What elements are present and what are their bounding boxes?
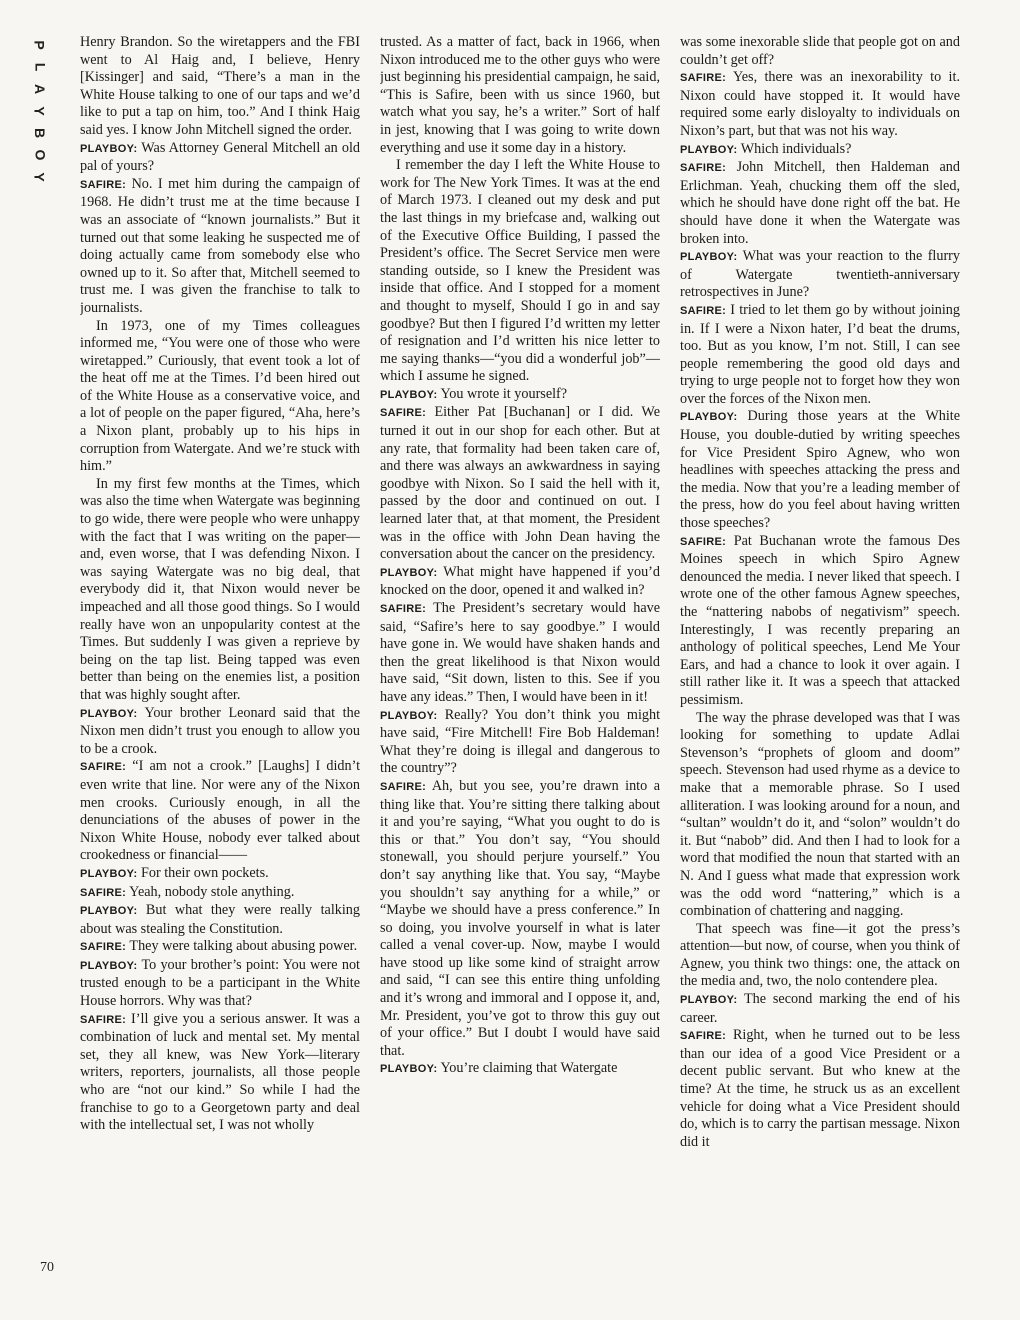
paragraph-text: Ah, but you see, you’re drawn into a thing like that. You’re sitting there talking about it and you’re saying, “What you ought to do is this or that.” You don’t say, “You should stonewall, you should perjure yourself.” You don’t say anything like that. You say, “Maybe you shouldn’t say anything for a while,” or “Maybe we should have a press conference.” In so doing, you involve yourself in what is later called a venal cover-up. Now, maybe I would have stood up like some kind of straight arrow and said, “I can see this entire thing unfolding and it’s wrong and immoral and I oppose it, and, Mr. President, you’ve got to throw this guy out of your office.” But I doubt I would have said that. xyxy=(380,777,660,1059)
speaker-label: PLAYBOY: xyxy=(80,959,138,972)
paragraph-text: Was Attorney General Mitchell an old pal of yours? xyxy=(80,139,360,175)
paragraph-text: The President’s secretary would have said, “Safire’s here to say goodbye.” I would have gone in. We would have shaken hands and then the great likelihood is that Nixon would have said, “Sit down, listen to this. See if you have any ideas.” Then, I would have been in it! xyxy=(380,600,660,705)
article-paragraph xyxy=(380,778,660,1061)
article-paragraph xyxy=(80,176,360,318)
paragraph-text: Right, when he turned out to be less than our idea of a good Vice President or a decent public servant. But who knew at the time? At the time, he struck us as an excellent vehicle for doing what a Vice President should do, which is to carry the partisan message. Nixon did it xyxy=(680,1027,960,1150)
speaker-label: SAFIRE: xyxy=(80,1013,127,1026)
speaker-label: PLAYBOY: xyxy=(680,411,738,424)
paragraph-text: You’re claiming that Watergate xyxy=(440,1060,618,1077)
side-label-letter: Y xyxy=(32,106,48,116)
paragraph-text: Yeah, nobody stole anything. xyxy=(129,883,295,900)
article-paragraph xyxy=(80,902,360,938)
article-paragraph xyxy=(80,34,360,140)
paragraph-text: What was your reaction to the flurry of Watergate twentieth-anniversary retrospectives in June? xyxy=(680,248,960,301)
column-3 xyxy=(680,34,960,1274)
article-paragraph xyxy=(680,302,960,409)
paragraph-text: Either Pat [Buchanan] or I did. We turned it out in our shop for each other. But at any rate, that formality had been taken care of, and there was always an awkwardness in saying goodbye with Nixon. So I said the hell with it, passed by the door and continued on out. I learned later that, at that moment, the President was in the office with John Dean having the conversation about the cancer on the presidency. xyxy=(380,404,660,563)
speaker-label: PLAYBOY: xyxy=(380,388,438,401)
paragraph-text: To your brother’s point: You were not trusted enough to be a participant in the White House horrors. Why was that? xyxy=(80,956,360,1010)
article-paragraph xyxy=(680,141,960,160)
article-paragraph xyxy=(80,938,360,957)
side-label-letter: O xyxy=(31,149,48,161)
side-label-letter: Y xyxy=(32,172,48,182)
speaker-label: SAFIRE: xyxy=(80,886,127,899)
paragraph-text: Pat Buchanan wrote the famous Des Moines speech in which Spiro Agnew denounced the media. I never liked that speech. I wrote one of the other famous Agnew speeches, the “nattering nabobs of negativism” speech. Interestingly, I was recently preparing an anthology of political speeches, Lend Me Your Ears, and had a chance to look it over again. I still rather like it. It was a speech that attacked pessimism. xyxy=(680,532,960,708)
paragraph-text: That speech was fine—it got the press’s attention—but now, of course, when you think of Agnew, you think two things: one, the attack on the media and, two, the nolo contendere plea. xyxy=(680,920,960,990)
article-paragraph xyxy=(80,476,360,705)
paragraph-text: But what they were really talking about was stealing the Constitution. xyxy=(80,902,360,937)
article-paragraph xyxy=(680,69,960,140)
speaker-label: SAFIRE: xyxy=(680,535,727,548)
speaker-label: SAFIRE: xyxy=(380,780,427,793)
article-paragraph xyxy=(680,34,960,69)
article-paragraph xyxy=(680,248,960,302)
paragraph-text: I’ll give you a serious answer. It was a combination of luck and mental set. My mental set, they all knew, was New York—literary writers, reporters, journalists, all those people who are “not our kind.” So while I had the franchise to go to a Georgetown party and deal with the intellectual set, I was not wholly xyxy=(80,1010,360,1134)
article-paragraph xyxy=(680,921,960,991)
page-number: 70 xyxy=(40,1260,54,1275)
paragraph-text: trusted. As a matter of fact, back in 1966, when Nixon introduced me to the other guys who were just beginning his presidential campaign, he said, “This is Safire, been with us since 1960, but watch what you say, he’s a writer.” Sort of half in jest, knowing that I was going to write down everything and use it some day in a history. xyxy=(380,34,660,156)
article-paragraph xyxy=(80,318,360,476)
speaker-label: PLAYBOY: xyxy=(80,905,138,918)
article-paragraph xyxy=(80,1011,360,1135)
paragraph-text: John Mitchell, then Haldeman and Erlichman. Yeah, chucking them off the sled, which he should have done right off the bat. He should have done it when the Watergate was broken into. xyxy=(680,159,960,247)
paragraph-text: I tried to let them go by without joining in. If I were a Nixon hater, I’d beat the drums, too. But as you know, I’m not. Still, I can see people remembering the good old days and trying to urge people not to forget how they won over the forces of the Nixon men. xyxy=(680,301,960,407)
article-paragraph xyxy=(680,159,960,248)
speaker-label: SAFIRE: xyxy=(680,72,727,85)
paragraph-text: In 1973, one of my Times colleagues informed me, “You were one of those who were wiretapped.” Curiously, that event took a lot of the heat off me at the Times. I’d been hired out of the White House as a conservative voice, and a lot of people on the paper figured, “Aha, here’s a Nixon plant, probably up to his hips in corruption from Watergate. And we’re stuck with him.” xyxy=(80,317,360,475)
article-columns xyxy=(80,34,960,1274)
article-paragraph xyxy=(80,865,360,884)
side-label-letter: L xyxy=(32,62,48,72)
speaker-label: SAFIRE: xyxy=(80,178,127,191)
magazine-side-label xyxy=(30,34,50,188)
paragraph-text: The way the phrase developed was that I was looking for something to update Adlai Stevenson’s “prophets of gloom and doom” speech. Stevenson had used rhyme as a device to make that a memorable phrase. So I used alliteration. I was looking around for a noun, and “sultan” wouldn’t do it, and “solon” wouldn’t do it. But “nabob” did. And then I had to look for a word that modified the noun that started with an N. And I guess what made that expression work was the odd word “nattering,” which is a combination of chattering and nagging. xyxy=(680,709,960,920)
speaker-label: SAFIRE: xyxy=(380,603,427,615)
speaker-label: PLAYBOY: xyxy=(380,709,438,722)
article-paragraph xyxy=(80,957,360,1011)
paragraph-text: No. I met him during the campaign of 1968. He didn’t trust me at the time because I was an associate of “known journalists.” But it turned out that some leaking he suspected me of doing actually came from somebody else who owned up to it. So after that, Mitchell seemed to trust me. I was given the franchise to talk to journalists. xyxy=(80,175,360,316)
speaker-label: PLAYBOY: xyxy=(680,143,738,156)
speaker-label: SAFIRE: xyxy=(680,304,727,317)
speaker-label: SAFIRE: xyxy=(680,1030,727,1043)
speaker-label: PLAYBOY: xyxy=(80,867,138,880)
article-paragraph xyxy=(380,564,660,600)
column-1 xyxy=(80,34,360,1274)
paragraph-text: Which individuals? xyxy=(740,140,852,157)
article-paragraph xyxy=(80,884,360,903)
speaker-label: SAFIRE: xyxy=(380,407,427,420)
paragraph-text: I remember the day I left the White House to work for The New York Times. It was at the end of March 1973. I cleaned out my desk and put the last things in my briefcase and, walking out of the Executive Office Building, I passed the President’s office. The Secret Service men were standing outside, so I knew the President was inside that office. And I stopped for a moment and thought to myself, Should I go in and say goodbye? But then I figured I’d written my letter of resignation and I’d written his nice letter to me saying thanks—“you did a wonderful job”—which I assume he signed. xyxy=(380,157,660,385)
paragraph-text: Really? You don’t think you might have said, “Fire Mitchell! Fire Bob Haldeman! What they’re doing is illegal and dangerous to the country”? xyxy=(380,706,660,777)
speaker-label: PLAYBOY: xyxy=(80,707,138,720)
side-label-letter: B xyxy=(32,127,48,139)
paragraph-text: was some inexorable slide that people got on and couldn’t get off? xyxy=(680,34,960,68)
paragraph-text: They were talking about abusing power. xyxy=(129,938,358,955)
speaker-label: PLAYBOY: xyxy=(80,142,138,155)
article-paragraph xyxy=(680,1027,960,1151)
article-paragraph xyxy=(680,710,960,921)
speaker-label: SAFIRE: xyxy=(680,162,727,175)
speaker-label: PLAYBOY: xyxy=(380,566,438,579)
speaker-label: PLAYBOY: xyxy=(380,1063,438,1076)
paragraph-text: What might have happened if you’d knocked on the door, opened it and walked in? xyxy=(380,563,660,599)
article-paragraph xyxy=(380,707,660,778)
speaker-label: PLAYBOY: xyxy=(680,994,738,1007)
article-paragraph xyxy=(80,758,360,865)
speaker-label: SAFIRE: xyxy=(80,761,127,774)
article-paragraph xyxy=(380,157,660,386)
speaker-label: PLAYBOY: xyxy=(680,251,738,264)
paragraph-text: Henry Brandon. So the wiretappers and the FBI went to Al Haig and, I believe, Henry [Kissinger] and said, “There’s a man in the White House talking to one of our taps and we’d like to put a tap on him, too.” And I think Haig said yes. I know John Mitchell signed the order. xyxy=(80,34,360,138)
paragraph-text: For their own pockets. xyxy=(140,864,269,881)
paragraph-text: You wrote it yourself? xyxy=(440,385,568,402)
side-label-letter: A xyxy=(32,83,48,95)
side-label-letter: P xyxy=(32,40,48,50)
article-paragraph xyxy=(380,1060,660,1079)
article-paragraph xyxy=(380,404,660,563)
article-paragraph xyxy=(380,600,660,707)
article-paragraph xyxy=(80,705,360,759)
speaker-label: SAFIRE: xyxy=(80,941,127,954)
paragraph-text: Yes, there was an inexorability to it. Nixon could have stopped it. It would have required some early disloyalty to individuals on Nixon’s part, but that was not his way. xyxy=(680,69,960,139)
article-paragraph xyxy=(680,991,960,1027)
article-paragraph xyxy=(380,386,660,405)
paragraph-text: Your brother Leonard said that the Nixon men didn’t trust you enough to allow you to be a crook. xyxy=(80,704,360,757)
paragraph-text: “I am not a crook.” [Laughs] I didn’t even write that line. Nor were any of the Nixon men crooks. Curiously enough, in all the denunciations of the abuses of power in the Nixon White House, nobody ever talked about crookedness or financial—— xyxy=(80,758,360,864)
column-2 xyxy=(380,34,660,1274)
paragraph-text: The second marking the end of his career. xyxy=(680,991,960,1026)
article-paragraph xyxy=(680,408,960,532)
paragraph-text: In my first few months at the Times, which was also the time when Watergate was beginning to go wide, there were people who were unhappy with the fact that I was writing on the paper—and, even worse, that I was defending Nixon. I was saying Watergate was no big deal, that everybody did it, that Nixon would never be impeached and all those good things. So I would really have won an unpopularity contest at the Times. But suddenly I was given a reprieve by being on the tap list. Being tapped was even better than being on the enemies list, a position that was highly sought after. xyxy=(80,475,360,703)
article-paragraph xyxy=(80,140,360,176)
article-paragraph xyxy=(380,34,660,157)
article-paragraph xyxy=(680,533,960,710)
paragraph-text: During those years at the White House, you double-dutied by writing speeches for Vice President Spiro Agnew, who won headlines with speeches attacking the press and the media. Now that you’re a leading member of the press, how do you feel about having written those speeches? xyxy=(680,408,960,532)
